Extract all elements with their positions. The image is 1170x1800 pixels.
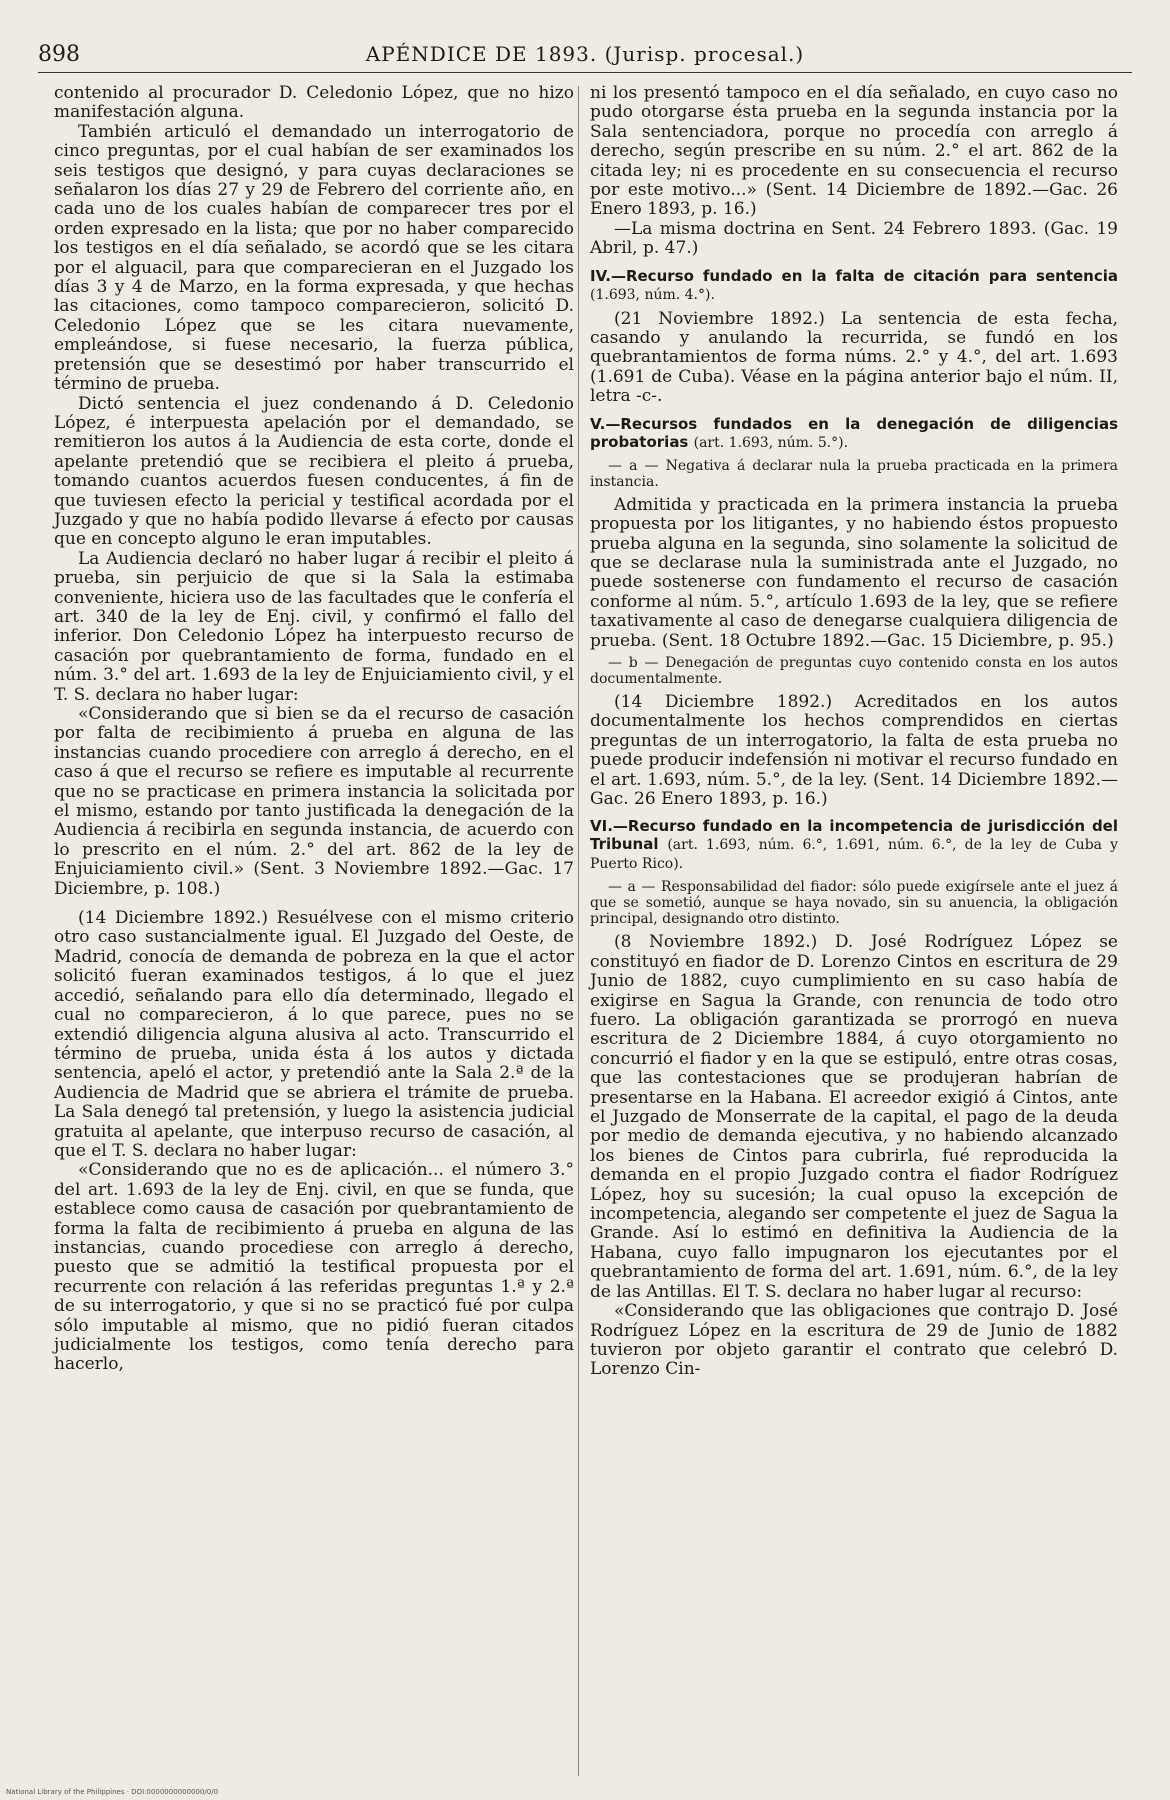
page-number: 898 [38,42,80,67]
running-title: APÉNDICE DE 1893. (Jurisp. procesal.) [365,42,805,66]
column-divider [578,86,579,1776]
paragraph: Dictó sentencia el juez condenando á D. Celedonio López, é interpuesta apelación por el demandado, se remitieron los autos á la Audiencia de esta corte, donde el apelante pretendió que se recibiera el pleito á prueba, tomando cuantos acuerdos fuesen conducentes, á fin de que tuviesen efecto la pericial y testifical acordada por el Juzgado y que no había podido llevarse á efecto por causas que en concepto alguno le eran imputables. [54,393,574,550]
section-reference: (1.693, núm. 4.°). [590,286,715,303]
paragraph: También articuló el demandado un interrogatorio de cinco preguntas, por el cual habían de ser examinados los seis testigos que designó, y para cuyas declaraciones se señalaron los días 27 y 29 de Febrero del corriente año, en cada uno de los cuales habían de comparecer tres por el orden expresado en la lista; que por no haber comparecido los testigos en el día señalado, se acordó que se les citara por el alguacil, para que comparecieran en el Juzgado los días 3 y 4 de Marzo, en la forma expresada, y que hechas las citaciones, como tampoco comparecieron, solicitó D. Celedonio López que se les citara nuevamente, empleándose, si fuese necesario, la fuerza pública, pretensión que se desestimó por haber transcurrido el término de prueba. [54,121,574,395]
paragraph: contenido al procurador D. Celedonio López, que no hizo manifestación alguna. [54,83,574,123]
subheading-a: — a — Negativa á declarar nula la prueba practicada en la primera instancia. [590,457,1118,490]
section-heading-v [590,415,1118,452]
paragraph: Admitida y practicada en la primera instancia la prueba propuesta por los litigantes, y no habiendo éstos propuesto prueba alguna en la segunda, sino solamente la solicitud de que se declarase nula la suministrada ante el Juzgado, no puede sostenerse con fundamento el recurso de casación conforme al núm. 5.°, artículo 1.693 de la ley, que se refiere taxativamente al caso de denegarse cualquiera diligencia de prueba. (Sent. 18 Octubre 1892.—Gac. 15 Diciembre, p. 95.) [590,494,1118,651]
section-heading-iv [590,267,1118,304]
section-title: IV.—Recurso fundado en la falta de citación para sentencia [590,266,1118,285]
paragraph: (14 Diciembre 1892.) Resuélvese con el mismo criterio otro caso sustancialmente igual. El Juzgado del Oeste, de Madrid, conocía de demanda de pobreza en la que el actor solicitó fueran examinados testigos, á lo que el juez accedió, señalando para ello día determinado, llegado el cual no comparecieron, á lo que parece, pues no se extendió diligencia alguna alusiva al acto. Transcurrido el término de prueba, unida ésta á los autos y dictada sentencia, apeló el actor, y pretendió ante la Sala 2.ª de la Audiencia de Madrid que se abriera el trámite de prueba. La Sala denegó tal pretensión, y luego la asistencia judicial gratuita al apelante, que interpuso recurso de casación, al que el T. S. declara no haber lugar: [54,908,574,1161]
paragraph: «Considerando que no es de aplicación... el número 3.° del art. 1.693 de la ley de Enj. civil, en que se funda, que establece como causa de casación por quebrantamiento de forma la falta de recibimiento á prueba en alguna de las instancias, cuando procediese con arreglo á derecho, puesto que se admitió la testifical propuesta por el recurrente con relación á las referidas preguntas 1.ª y 2.ª de su interrogatorio, y que si no se practicó fué por culpa sólo imputable al mismo, que no pidió fueran citados judicialmente los testigos, como tenía derecho para hacerlo, [54,1160,574,1375]
paragraph: (14 Diciembre 1892.) Acreditados en los autos documentalmente los hechos comprendidos en ciertas preguntas de un interrogatorio, la falta de esta prueba no puede producir indefensión ni motivar el recurso fundado en el art. 1.693, núm. 5.°, de la ley. (Sent. 14 Diciembre 1892.—Gac. 26 Enero 1893, p. 16.) [590,691,1118,809]
subheading-b: — b — Denegación de preguntas cuyo contenido consta en los autos documentalmente. [590,654,1118,687]
section-title: V.—Recursos fundados en la denegación de diligencias probatorias [590,414,1118,451]
left-column [54,84,574,1375]
paragraph: (8 Noviembre 1892.) D. José Rodríguez López se constituyó en fiador de D. Lorenzo Cintos en escritura de 29 Junio de 1882, cuyo cumplimiento en su caso había de exigirse en Sagua la Grande, con renuncia de todo otro fuero. La obligación garantizada se prorrogó en nueva escritura de 2 Diciembre 1884, á cuyo otorgamiento no concurrió el fiador y en la que se estipuló, entre otras cosas, que las contestaciones que se produjeran habrían de presentarse en la Habana. El acreedor exigió á Cintos, ante el Juzgado de Monserrate de la capital, el pago de la deuda por medio de demanda ejecutiva, y no habiendo alcanzado los bienes de Cintos para cubrirla, fué reproducida la demanda en el propio Juzgado contra el fiador Rodríguez López, hoy su sucesión; la cual opuso la excepción de incompetencia, alegando ser competente el juez de Sagua la Grande. Así lo estimó en definitiva la Audiencia de la Habana, cuyo fallo impugnaron los ejecutantes por el quebrantamiento de forma del art. 1.691, núm. 6.°, de la ley de las Antillas. El T. S. declara no haber lugar al recurso: [590,932,1118,1302]
paragraph: «Considerando que si bien se da el recurso de casación por falta de recibimiento á prueba en alguna de las instancias cuando procediere con arreglo á derecho, en el caso á que el recurso se refiere es imputable al recurrente que no se practicase en primera instancia la solicitada por el mismo, estando por tanto justificada la denegación de la Audiencia á recibirla en segunda instancia, de acuerdo con lo prescrito en el núm. 2.° del art. 862 de la ley de Enjuiciamiento civil.» (Sent. 3 Noviembre 1892.—Gac. 17 Diciembre, p. 108.) [54,704,574,899]
paragraph: —La misma doctrina en Sent. 24 Febrero 1893. (Gac. 19 Abril, p. 47.) [590,218,1118,259]
paragraph: (21 Noviembre 1892.) La sentencia de esta fecha, casando y anulando la recurrida, se fundó en los quebrantamientos de forma núms. 2.° y 4.°, del art. 1.693 (1.691 de Cuba). Véase en la página anterior bajo el núm. II, letra -c-. [590,308,1118,407]
section-reference: (art. 1.693, núm. 6.°, 1.691, núm. 6.°, de la ley de Cuba y Puerto Rico). [590,837,1118,873]
scan-footer: National Library of the Philippines · DOI:0000000000000/0/0 [6,1788,219,1796]
paragraph: «Considerando que las obligaciones que contrajo D. José Rodríguez López en la escritura de 29 de Junio de 1882 tuvieron por objeto garantir el contrato que celebró D. Lorenzo Cin- [590,1301,1118,1380]
right-column [590,84,1118,1380]
section-heading-vi [590,817,1118,873]
running-header [38,38,1132,73]
paragraph: ni los presentó tampoco en el día señalado, en cuyo caso no pudo otorgarse ésta prueba en la segunda instancia por la Sala sentenciadora, porque no procedía con arreglo á derecho, según prescribe en su núm. 2.° el art. 862 de la citada ley; ni es procedente en su consecuencia el recurso por este motivo...» (Sent. 14 Diciembre de 1892.—Gac. 26 Enero 1893, p. 16.) [590,83,1118,220]
section-reference: (art. 1.693, núm. 5.°). [693,434,849,451]
subheading-a: — a — Responsabilidad del fiador: sólo puede exigírsele ante el juez á que se sometió, aunque se haya novado, sin su anuencia, la obligación principal, designando otro distinto. [590,879,1118,928]
section-title: VI.—Recurso fundado en la incompetencia de jurisdicción del Tribunal [590,817,1118,854]
paragraph: La Audiencia declaró no haber lugar á recibir el pleito á prueba, sin perjuicio de que si la Sala la estimaba conveniente, hiciera uso de las facultades que le confería el art. 340 de la ley de Enj. civil, y confirmó el fallo del inferior. Don Celedonio López ha interpuesto recurso de casación por quebrantamiento de forma, fundado en el núm. 3.° del art. 1.693 de la ley de Enjuiciamiento civil, y el T. S. declara no haber lugar: [54,548,574,705]
